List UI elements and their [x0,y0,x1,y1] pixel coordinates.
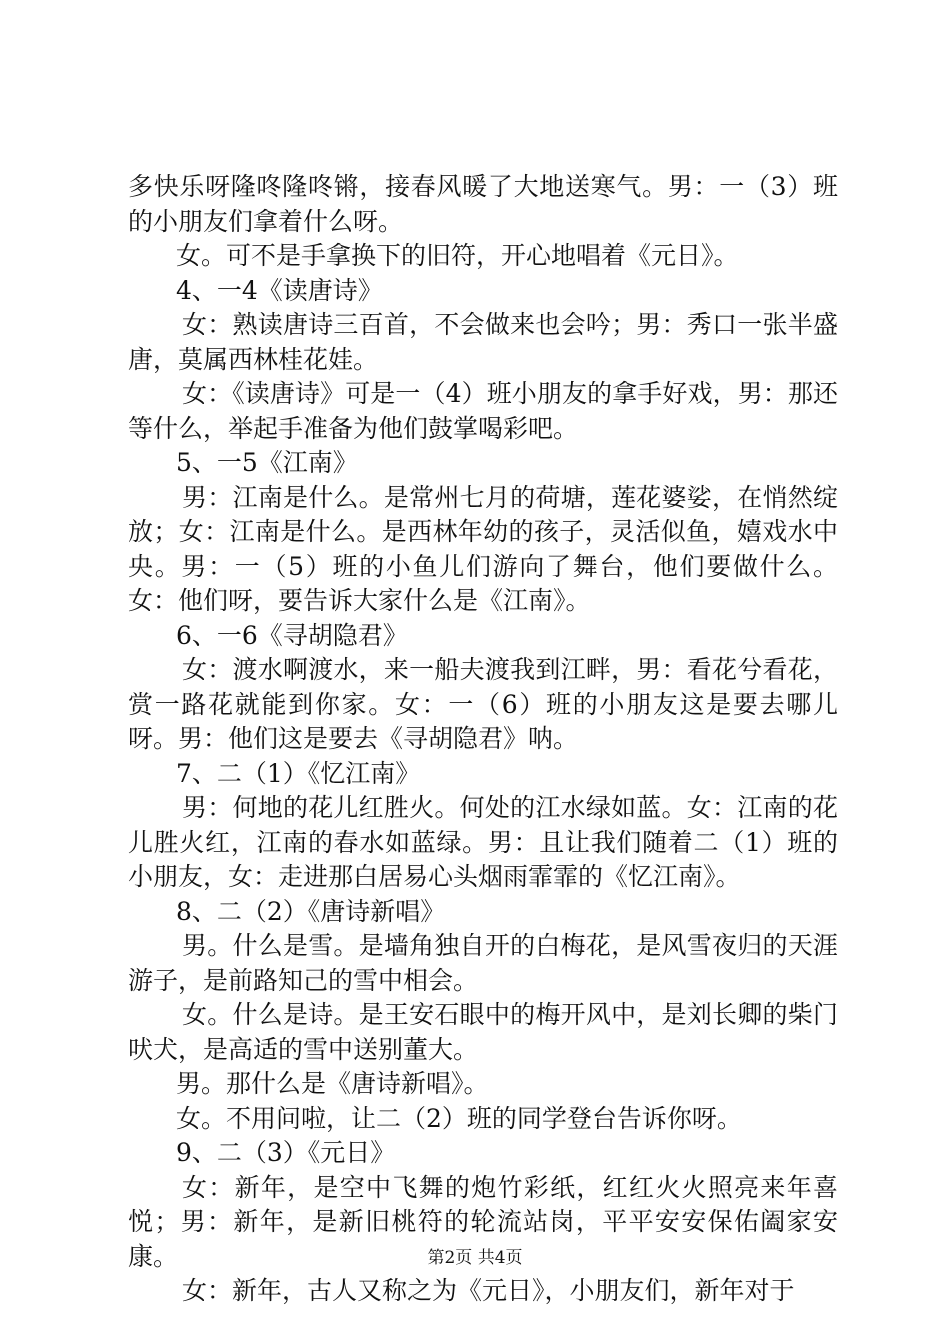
paragraph: 男：何地的花儿红胜火。何处的江水绿如蓝。女：江南的花儿胜火红，江南的春水如蓝绿。男：且让我们随着二（1）班的小朋友，女：走进那白居易心头烟雨霏霏的《忆江南》。 [128,793,838,891]
paragraph: 8、二（2）《唐诗新唱》 [176,896,446,926]
paragraph: 女：渡水啊渡水，来一船夫渡我到江畔，男：看花兮看花，赏一路花就能到你家。女：一（6）班的小朋友这是要去哪儿呀。男：他们这是要去《寻胡隐君》呐。 [128,655,838,753]
paragraph: 男。什么是雪。是墙角独自开的白梅花，是风雪夜归的天涯游子，是前路知己的雪中相会。 [128,931,838,995]
paragraph: 5、一5《江南》 [176,448,358,477]
paragraph: 4、一4《读唐诗》 [176,275,383,305]
paragraph: 女：熟读唐诗三百首，不会做来也会吟；男：秀口一张半盛唐，莫属西林桂花娃。 [128,310,838,374]
paragraph: 男：江南是什么。是常州七月的荷塘，莲花婆娑，在悄然绽放；女：江南是什么。是西林年幼的孩子，灵活似鱼，嬉戏水中央。男：一（5）班的小鱼儿们游向了舞台，他们要做什么。女：他们呀，要告诉大家什么是《江南》。 [128,482,838,615]
paragraph: 女。什么是诗。是王安石眼中的梅开风中，是刘长卿的柴门吠犬，是高适的雪中送别董大。 [128,1000,838,1064]
paragraph: 女：新年，古人又称之为《元日》，小朋友们，新年对于 [182,1276,795,1305]
paragraph: 女：《读唐诗》可是一（4）班小朋友的拿手好戏，男：那还等什么，举起手准备为他们鼓掌喝彩吧。 [128,379,838,443]
paragraph: 男。那什么是《唐诗新唱》。 [176,1069,489,1098]
page-number-footer: 第2页 共4页 [427,1248,523,1268]
paragraph: 多快乐呀隆咚隆咚锵，接春风暖了大地送寒气。男：一（3）班的小朋友们拿着什么呀。 [128,172,838,236]
paragraph: 女。可不是手拿换下的旧符，开心地唱着《元日》。 [176,241,739,270]
paragraph: 7、二（1）《忆江南》 [176,758,421,788]
paragraph: 9、二（3）《元日》 [176,1138,396,1167]
paragraph: 女：新年，是空中飞舞的炮竹彩纸，红红火火照亮来年喜悦；男：新年，是新旧桃符的轮流站岗，平平安安保佑阖家安康。 [128,1172,838,1271]
paragraph: 女。不用问啦，让二（2）班的同学登台告诉你呀。 [176,1103,742,1133]
document-body [128,170,838,1309]
paragraph: 6、一6《寻胡隐君》 [176,620,408,650]
